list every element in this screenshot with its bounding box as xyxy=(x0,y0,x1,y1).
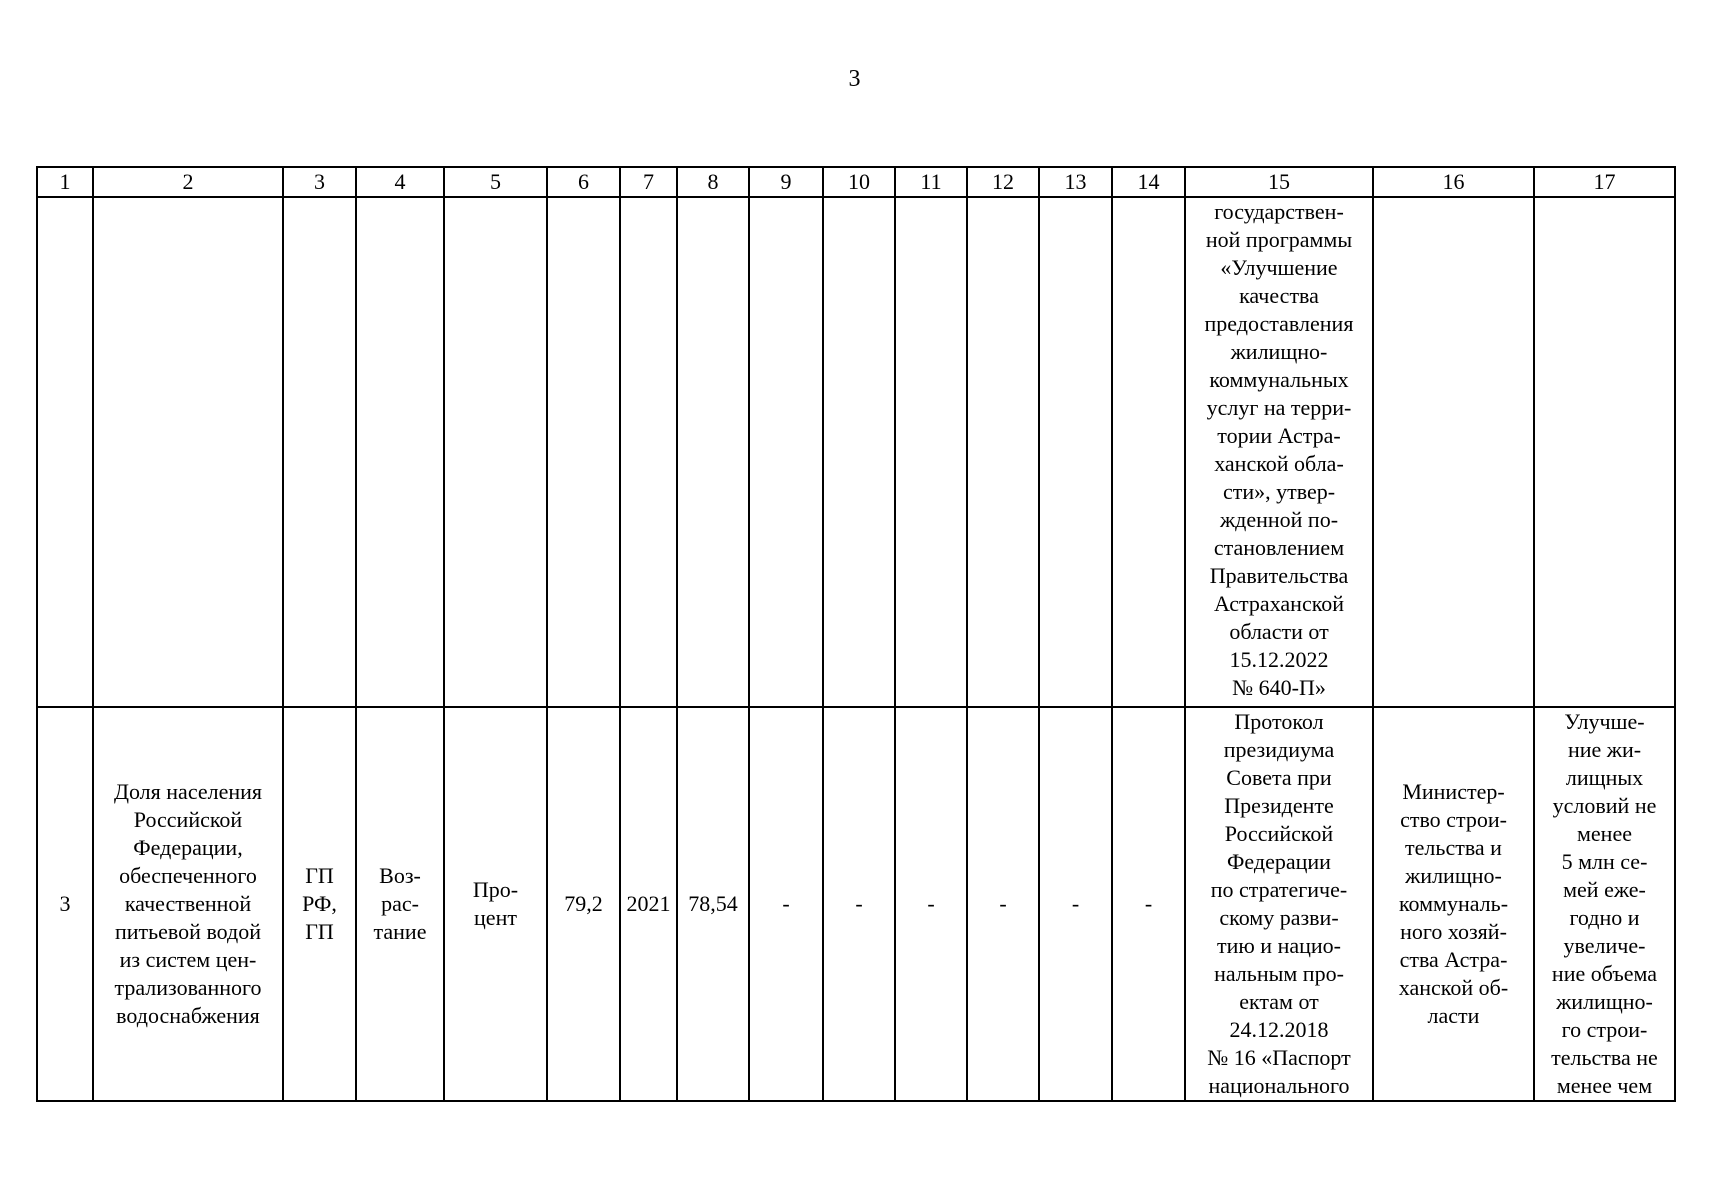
column-header-3: 3 xyxy=(283,167,356,197)
column-header-13: 13 xyxy=(1039,167,1112,197)
cell-value-9: - xyxy=(749,707,823,1101)
header-row xyxy=(37,167,1675,197)
cell-empty xyxy=(37,197,93,707)
cell-empty xyxy=(967,197,1039,707)
cell-empty xyxy=(547,197,620,707)
cell-empty xyxy=(677,197,749,707)
cell-empty xyxy=(1039,197,1112,707)
cell-empty xyxy=(1112,197,1185,707)
cell-empty xyxy=(823,197,895,707)
column-header-9: 9 xyxy=(749,167,823,197)
table-row-continuation xyxy=(37,197,1675,707)
cell-empty xyxy=(356,197,444,707)
indicators-table xyxy=(36,166,1676,1102)
cell-base-value: 79,2 xyxy=(547,707,620,1101)
table-row xyxy=(37,707,1675,1101)
cell-empty xyxy=(895,197,967,707)
cell-empty xyxy=(620,197,677,707)
page-number: 3 xyxy=(848,66,861,92)
column-header-17: 17 xyxy=(1534,167,1675,197)
cell-linked-goal: Улучше- ние жи- лищных условий не менее 5 млн се- мей еже- годно и увеличе- ние объема жилищно- го строи- тельства не менее чем xyxy=(1534,707,1675,1101)
column-header-1: 1 xyxy=(37,167,93,197)
cell-value-12: - xyxy=(967,707,1039,1101)
cell-row-number: 3 xyxy=(37,707,93,1101)
column-header-6: 6 xyxy=(547,167,620,197)
column-header-14: 14 xyxy=(1112,167,1185,197)
column-header-16: 16 xyxy=(1373,167,1534,197)
cell-value-14: - xyxy=(1112,707,1185,1101)
cell-empty xyxy=(444,197,547,707)
cell-indicator-level: ГП РФ, ГП xyxy=(283,707,356,1101)
column-header-5: 5 xyxy=(444,167,547,197)
cell-responsible-body: Министер- ство строи- тельства и жилищно- коммуналь- ного хозяй- ства Астра- ханской об- ласти xyxy=(1373,707,1534,1101)
cell-document-basis-continued: государствен- ной программы «Улучшение качества предоставления жилищно- коммунальных услуг на терри- тории Астра- ханской обла- сти», утвер- жденной по- становлением Правительства Астраханской области от 15.12.2022 № 640-П» xyxy=(1185,197,1373,707)
cell-indicator-name: Доля населения Российской Федерации, обеспеченного качественной питьевой водой из систем цен- трализованного водоснабжения xyxy=(93,707,283,1101)
column-header-2: 2 xyxy=(93,167,283,197)
column-header-4: 4 xyxy=(356,167,444,197)
column-header-10: 10 xyxy=(823,167,895,197)
column-header-15: 15 xyxy=(1185,167,1373,197)
cell-value-10: - xyxy=(823,707,895,1101)
cell-empty xyxy=(283,197,356,707)
cell-value-8: 78,54 xyxy=(677,707,749,1101)
column-header-12: 12 xyxy=(967,167,1039,197)
cell-document-basis: Протокол президиума Совета при Президенте Российской Федерации по стратегиче- скому разви- тию и нацио- нальным про- ектам от 24.12.2018 № 16 «Паспорт национального xyxy=(1185,707,1373,1101)
cell-empty xyxy=(1373,197,1534,707)
cell-base-year: 2021 xyxy=(620,707,677,1101)
column-header-11: 11 xyxy=(895,167,967,197)
column-header-8: 8 xyxy=(677,167,749,197)
cell-value-13: - xyxy=(1039,707,1112,1101)
column-header-7: 7 xyxy=(620,167,677,197)
cell-trend: Воз- рас- тание xyxy=(356,707,444,1101)
cell-empty xyxy=(749,197,823,707)
cell-empty xyxy=(93,197,283,707)
cell-unit: Про- цент xyxy=(444,707,547,1101)
cell-value-11: - xyxy=(895,707,967,1101)
cell-empty xyxy=(1534,197,1675,707)
